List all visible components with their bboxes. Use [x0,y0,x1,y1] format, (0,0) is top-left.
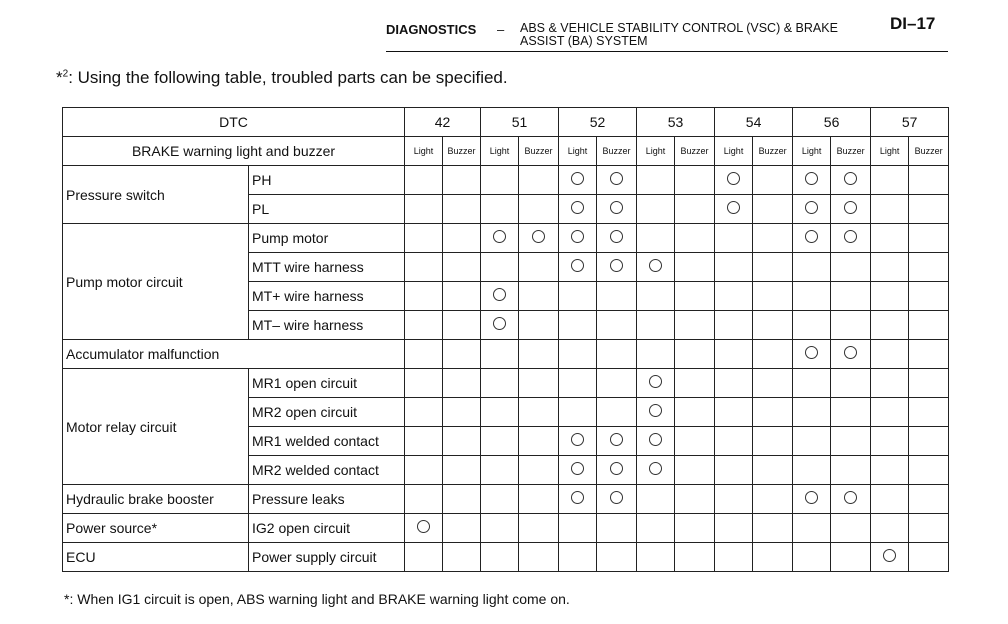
group-label: Motor relay circuit [63,369,249,485]
mark-cell [405,195,443,224]
mark-cell [909,427,949,456]
mark-cell [405,311,443,340]
mark-cell [831,195,871,224]
mark-cell [675,166,715,195]
mark-cell [793,369,831,398]
section-title: DIAGNOSTICS [386,22,477,37]
mark-cell [793,456,831,485]
mark-cell [753,398,793,427]
mark-cell [793,514,831,543]
mark-cell [793,340,831,369]
mark-cell [753,224,793,253]
dtc-code-42: 42 [405,108,481,137]
mark-cell [519,543,559,572]
mark-cell [597,224,637,253]
item-label: MR1 open circuit [249,369,405,398]
mark-cell [753,369,793,398]
mark-cell [871,311,909,340]
mark-cell [481,340,519,369]
mark-cell [831,253,871,282]
circle-mark-icon [571,462,584,475]
item-label: MR2 open circuit [249,398,405,427]
mark-cell [637,485,675,514]
mark-cell [481,282,519,311]
mark-cell [675,340,715,369]
light-subheader: Light [559,137,597,166]
mark-cell [909,224,949,253]
dtc-code-52: 52 [559,108,637,137]
intro-superscript: 2 [62,68,69,80]
group-label: Pressure switch [63,166,249,224]
mark-cell [559,485,597,514]
mark-cell [559,282,597,311]
mark-cell [675,311,715,340]
mark-cell [753,253,793,282]
buzzer-subheader: Buzzer [675,137,715,166]
mark-cell [831,485,871,514]
mark-cell [793,253,831,282]
circle-mark-icon [649,375,662,388]
mark-cell [871,456,909,485]
mark-cell [481,369,519,398]
item-label: PL [249,195,405,224]
mark-cell [753,166,793,195]
mark-cell [559,456,597,485]
mark-cell [559,398,597,427]
mark-cell [793,195,831,224]
buzzer-subheader: Buzzer [443,137,481,166]
mark-cell [871,253,909,282]
mark-cell [597,543,637,572]
circle-mark-icon [610,259,623,272]
mark-cell [637,311,675,340]
mark-cell [443,427,481,456]
mark-cell [637,427,675,456]
mark-cell [871,195,909,224]
intro-body: : Using the following table, troubled parts can be specified. [68,68,508,87]
mark-cell [519,398,559,427]
circle-mark-icon [571,433,584,446]
mark-cell [559,340,597,369]
mark-cell [909,282,949,311]
mark-cell [793,543,831,572]
mark-cell [715,282,753,311]
item-label: Power supply circuit [249,543,405,572]
table-row [63,514,949,543]
intro-mark: * [56,68,63,87]
mark-cell [559,195,597,224]
circle-mark-icon [571,259,584,272]
mark-cell [637,195,675,224]
mark-cell [831,224,871,253]
buzzer-subheader: Buzzer [597,137,637,166]
circle-mark-icon [649,462,662,475]
buzzer-subheader: Buzzer [909,137,949,166]
mark-cell [675,224,715,253]
mark-cell [753,485,793,514]
light-subheader: Light [871,137,909,166]
mark-cell [597,195,637,224]
item-label: MT+ wire harness [249,282,405,311]
mark-cell [909,311,949,340]
circle-mark-icon [610,172,623,185]
mark-cell [637,398,675,427]
mark-cell [597,398,637,427]
mark-cell [831,543,871,572]
circle-mark-icon [493,230,506,243]
mark-cell [519,340,559,369]
table-row [63,543,949,572]
circle-mark-icon [727,172,740,185]
mark-cell [675,369,715,398]
item-label: MTT wire harness [249,253,405,282]
mark-cell [637,514,675,543]
mark-cell [443,543,481,572]
mark-cell [405,514,443,543]
mark-cell [793,485,831,514]
mark-cell [519,166,559,195]
mark-cell [559,427,597,456]
mark-cell [715,311,753,340]
mark-cell [637,456,675,485]
mark-cell [481,224,519,253]
circle-mark-icon [417,520,430,533]
mark-cell [405,340,443,369]
dtc-header-row [63,108,949,137]
mark-cell [405,543,443,572]
mark-cell [715,166,753,195]
mark-cell [559,514,597,543]
circle-mark-icon [610,462,623,475]
mark-cell [831,398,871,427]
mark-cell [675,282,715,311]
mark-cell [637,340,675,369]
mark-cell [481,543,519,572]
mark-cell [715,195,753,224]
mark-cell [753,514,793,543]
mark-cell [753,282,793,311]
mark-cell [597,340,637,369]
item-label: PH [249,166,405,195]
mark-cell [481,514,519,543]
mark-cell [675,543,715,572]
mark-cell [559,369,597,398]
mark-cell [597,485,637,514]
group-label: Accumulator malfunction [63,340,405,369]
mark-cell [597,427,637,456]
mark-cell [715,340,753,369]
light-subheader: Light [481,137,519,166]
group-label: Hydraulic brake booster [63,485,249,514]
item-label: Pump motor [249,224,405,253]
buzzer-subheader: Buzzer [831,137,871,166]
circle-mark-icon [844,201,857,214]
mark-cell [405,224,443,253]
mark-cell [715,427,753,456]
mark-cell [793,398,831,427]
mark-cell [753,311,793,340]
mark-cell [405,369,443,398]
circle-mark-icon [844,346,857,359]
mark-cell [753,456,793,485]
table-row [63,340,949,369]
mark-cell [481,166,519,195]
mark-cell [597,166,637,195]
mark-cell [871,282,909,311]
circle-mark-icon [610,491,623,504]
mark-cell [519,456,559,485]
mark-cell [443,485,481,514]
dtc-code-56: 56 [793,108,871,137]
mark-cell [443,282,481,311]
circle-mark-icon [805,346,818,359]
mark-cell [637,253,675,282]
mark-cell [871,224,909,253]
mark-cell [443,514,481,543]
mark-cell [405,427,443,456]
mark-cell [871,514,909,543]
circle-mark-icon [844,172,857,185]
group-label: Power source* [63,514,249,543]
circle-mark-icon [532,230,545,243]
mark-cell [675,253,715,282]
mark-cell [715,398,753,427]
mark-cell [405,398,443,427]
intro-text [56,68,508,88]
item-label: Pressure leaks [249,485,405,514]
mark-cell [519,514,559,543]
mark-cell [871,340,909,369]
mark-cell [831,166,871,195]
mark-cell [909,456,949,485]
mark-cell [871,369,909,398]
light-subheader: Light [637,137,675,166]
mark-cell [443,195,481,224]
header-dash: – [497,22,505,37]
mark-cell [637,369,675,398]
mark-cell [831,311,871,340]
mark-cell [481,427,519,456]
mark-cell [597,282,637,311]
mark-cell [675,427,715,456]
table-row [63,224,949,253]
mark-cell [871,485,909,514]
buzzer-subheader: Buzzer [519,137,559,166]
mark-cell [715,253,753,282]
mark-cell [753,195,793,224]
mark-cell [519,224,559,253]
item-label: MR1 welded contact [249,427,405,456]
mark-cell [519,369,559,398]
mark-cell [405,253,443,282]
troubled-parts-table [62,107,949,572]
mark-cell [793,166,831,195]
buzzer-subheader: Buzzer [753,137,793,166]
warning-header-row [63,137,949,166]
table-row [63,485,949,514]
mark-cell [831,514,871,543]
mark-cell [909,166,949,195]
dtc-code-51: 51 [481,108,559,137]
mark-cell [793,427,831,456]
mark-cell [675,195,715,224]
mark-cell [519,427,559,456]
mark-cell [831,282,871,311]
mark-cell [909,485,949,514]
mark-cell [831,456,871,485]
mark-cell [559,253,597,282]
warning-label: BRAKE warning light and buzzer [63,137,405,166]
mark-cell [597,456,637,485]
mark-cell [909,543,949,572]
mark-cell [831,427,871,456]
mark-cell [909,514,949,543]
group-label: Pump motor circuit [63,224,249,340]
circle-mark-icon [610,230,623,243]
mark-cell [871,543,909,572]
mark-cell [519,311,559,340]
item-label: IG2 open circuit [249,514,405,543]
mark-cell [909,398,949,427]
mark-cell [481,311,519,340]
circle-mark-icon [571,491,584,504]
mark-cell [559,224,597,253]
mark-cell [715,224,753,253]
circle-mark-icon [805,230,818,243]
mark-cell [871,166,909,195]
mark-cell [559,311,597,340]
circle-mark-icon [805,491,818,504]
mark-cell [715,485,753,514]
footnote: *: When IG1 circuit is open, ABS warning light and BRAKE warning light come on. [64,591,570,607]
mark-cell [637,224,675,253]
mark-cell [443,224,481,253]
circle-mark-icon [883,549,896,562]
mark-cell [675,398,715,427]
mark-cell [559,166,597,195]
mark-cell [675,456,715,485]
mark-cell [443,398,481,427]
mark-cell [405,456,443,485]
mark-cell [519,282,559,311]
mark-cell [519,253,559,282]
mark-cell [831,340,871,369]
mark-cell [831,369,871,398]
item-label: MR2 welded contact [249,456,405,485]
mark-cell [597,253,637,282]
mark-cell [715,369,753,398]
mark-cell [637,543,675,572]
section-subtitle: ABS & VEHICLE STABILITY CONTROL (VSC) & BRAKE ASSIST (BA) SYSTEM [520,21,838,48]
mark-cell [753,340,793,369]
mark-cell [909,253,949,282]
circle-mark-icon [805,201,818,214]
circle-mark-icon [649,433,662,446]
light-subheader: Light [793,137,831,166]
circle-mark-icon [649,404,662,417]
mark-cell [443,369,481,398]
light-subheader: Light [405,137,443,166]
dtc-code-54: 54 [715,108,793,137]
mark-cell [871,398,909,427]
circle-mark-icon [610,201,623,214]
circle-mark-icon [571,172,584,185]
page-number: DI–17 [890,14,936,33]
circle-mark-icon [844,230,857,243]
circle-mark-icon [571,230,584,243]
light-subheader: Light [715,137,753,166]
mark-cell [481,456,519,485]
mark-cell [793,224,831,253]
item-label: MT– wire harness [249,311,405,340]
mark-cell [481,253,519,282]
mark-cell [909,195,949,224]
mark-cell [443,253,481,282]
mark-cell [675,485,715,514]
mark-cell [519,485,559,514]
mark-cell [715,514,753,543]
header-rule [386,51,948,52]
mark-cell [443,456,481,485]
mark-cell [715,543,753,572]
mark-cell [793,282,831,311]
mark-cell [675,514,715,543]
mark-cell [443,166,481,195]
dtc-label: DTC [63,108,405,137]
mark-cell [481,485,519,514]
mark-cell [909,369,949,398]
mark-cell [519,195,559,224]
mark-cell [909,340,949,369]
mark-cell [793,311,831,340]
mark-cell [559,543,597,572]
mark-cell [637,166,675,195]
mark-cell [405,166,443,195]
dtc-code-53: 53 [637,108,715,137]
mark-cell [597,311,637,340]
circle-mark-icon [844,491,857,504]
mark-cell [481,195,519,224]
group-label: ECU [63,543,249,572]
mark-cell [753,427,793,456]
circle-mark-icon [727,201,740,214]
mark-cell [481,398,519,427]
mark-cell [715,456,753,485]
mark-cell [637,282,675,311]
mark-cell [443,340,481,369]
mark-cell [443,311,481,340]
table-row [63,166,949,195]
mark-cell [871,427,909,456]
mark-cell [753,543,793,572]
table-row [63,369,949,398]
mark-cell [405,282,443,311]
circle-mark-icon [493,288,506,301]
circle-mark-icon [805,172,818,185]
circle-mark-icon [493,317,506,330]
dtc-code-57: 57 [871,108,949,137]
circle-mark-icon [649,259,662,272]
mark-cell [405,485,443,514]
mark-cell [597,514,637,543]
circle-mark-icon [571,201,584,214]
circle-mark-icon [610,433,623,446]
mark-cell [597,369,637,398]
